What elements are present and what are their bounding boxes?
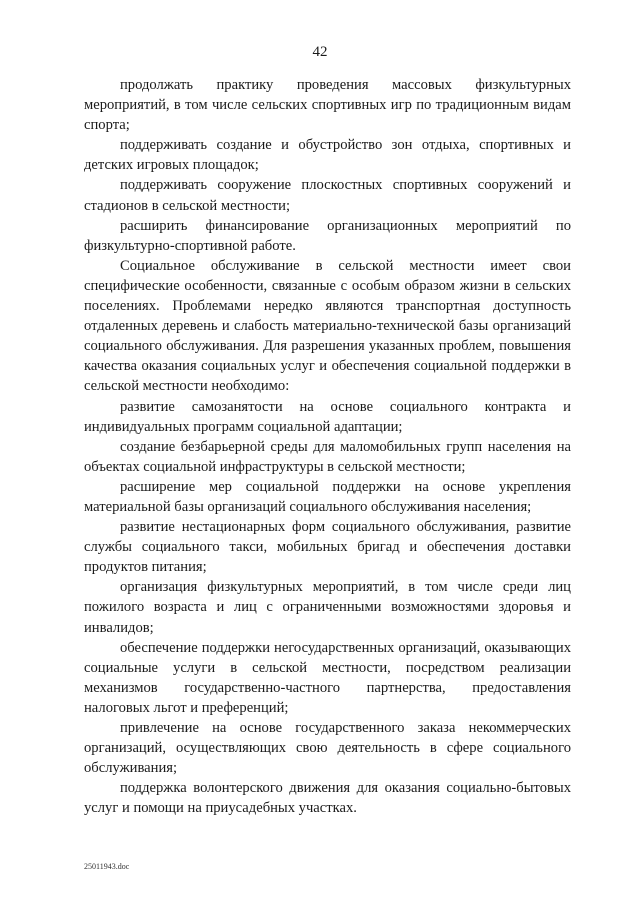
page-number: 42	[312, 44, 328, 60]
paragraph: обеспечение поддержки негосударственных организаций, оказывающих социальные услуги в сельской местности, посредством реализации механизмов государственно-частного партнерства, предоставления налоговых льгот и преференций;	[84, 639, 571, 716]
paragraph: привлечение на основе государственного заказа некоммерческих организаций, осуществляющих свою деятельность в сфере социального обслуживания;	[84, 720, 571, 777]
paragraph: поддерживать сооружение плоскостных спортивных сооружений и стадионов в сельской местности;	[84, 177, 571, 214]
paragraph: поддерживать создание и обустройство зон отдыха, спортивных и детских игровых площадок;	[84, 137, 571, 174]
paragraph: создание безбарьерной среды для маломобильных групп населения на объектах социальной инфраструктуры в сельской местности;	[84, 438, 571, 475]
paragraph: продолжать практику проведения массовых физкультурных мероприятий, в том числе сельских спортивных игр по традиционным видам спорта;	[84, 77, 571, 134]
paragraph: Социальное обслуживание в сельской местности имеет свои специфические особенности, связанные с особым образом жизни в сельских поселениях. Проблемами нередко являются транспортная доступность отдаленных деревень и слабость материально-технической базы организаций социального обслуживания. Для разрешения указанных проблем, повышения качества оказания социальных услуг и обеспечения социальной поддержки в сельской местности необходимо:	[84, 257, 571, 395]
document-body	[84, 75, 571, 818]
paragraph: поддержка волонтерского движения для оказания социально-бытовых услуг и помощи на приусадебных участках.	[84, 780, 571, 817]
footer-filename: 25011943.doc	[84, 862, 130, 871]
paragraph: расширить финансирование организационных мероприятий по физкультурно-спортивной работе.	[84, 217, 571, 254]
paragraph: расширение мер социальной поддержки на основе укрепления материальной базы организаций социального обслуживания населения;	[84, 478, 571, 515]
paragraph: развитие самозанятости на основе социального контракта и индивидуальных программ социальной адаптации;	[84, 398, 571, 435]
paragraph: развитие нестационарных форм социального обслуживания, развитие службы социального такси, мобильных бригад и обеспечения доставки продуктов питания;	[84, 519, 571, 576]
paragraph: организация физкультурных мероприятий, в том числе среди лиц пожилого возраста и лиц с ограниченными возможностями здоровья и инвалидов;	[84, 579, 571, 636]
